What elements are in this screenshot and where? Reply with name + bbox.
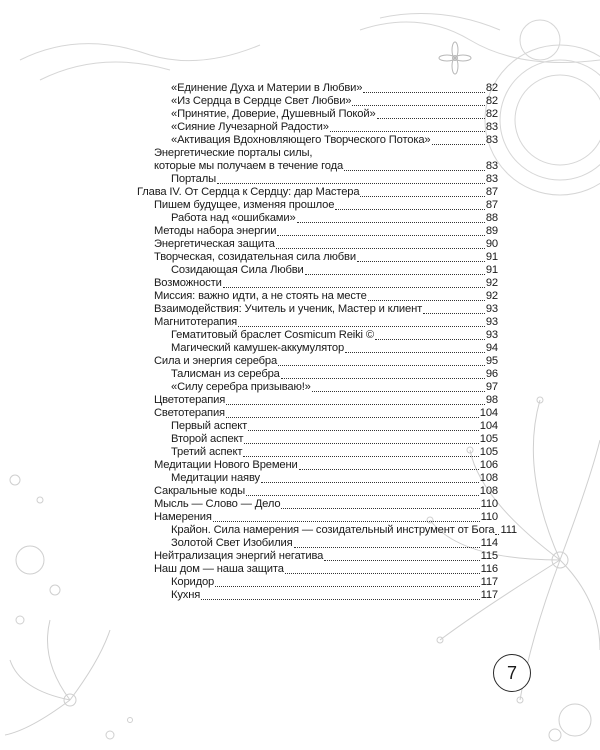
dot-leader — [201, 599, 479, 600]
dot-leader — [226, 417, 479, 418]
dot-leader — [223, 287, 485, 288]
toc-entry[interactable]: Работа над «ошибками» 88 — [171, 212, 498, 224]
toc-entry[interactable]: Нейтрализация энергий негатива 115 — [154, 550, 498, 562]
page-number-badge — [493, 654, 531, 692]
dot-leader — [276, 248, 485, 249]
dot-leader — [357, 261, 485, 262]
dot-leader — [363, 92, 485, 93]
dot-leader — [324, 560, 479, 561]
dot-leader — [377, 118, 485, 119]
toc-entry[interactable]: Миссия: важно идти, а не стоять на месте 92 — [154, 290, 498, 302]
dot-leader — [345, 352, 485, 353]
dot-leader — [352, 105, 484, 106]
toc-entry[interactable]: Порталы 83 — [171, 173, 498, 185]
toc-entry[interactable]: Крайон. Сила намерения — созидательный инструмент от Бога 111 — [171, 524, 518, 536]
dot-leader — [213, 521, 480, 522]
toc-entry[interactable]: Взаимодействия: Учитель и ученик, Мастер и клиент 93 — [154, 303, 498, 315]
toc-entry[interactable]: Второй аспект 105 — [171, 433, 498, 445]
toc-entry[interactable]: «Принятие, Доверие, Душевный Покой» 82 — [171, 108, 498, 120]
dot-leader — [299, 469, 479, 470]
toc-entry[interactable]: Магический камушек-аккумулятор 94 — [171, 342, 498, 354]
toc-entry[interactable]: Золотой Свет Изобилия 114 — [171, 537, 498, 549]
toc-entry[interactable]: «Активация Вдохновляющего Творческого Потока» 83 — [171, 134, 498, 146]
dot-leader — [277, 235, 485, 236]
dot-leader — [244, 443, 478, 444]
toc-entry[interactable]: Пишем будущее, изменяя прошлое 87 — [154, 199, 498, 211]
dot-leader — [495, 534, 499, 535]
toc-entry[interactable]: «Силу серебра призываю!» 97 — [171, 381, 498, 393]
dot-leader — [243, 456, 478, 457]
toc-entry[interactable]: Сакральные коды 108 — [154, 485, 498, 497]
toc-entry[interactable]: Намерения 110 — [154, 511, 498, 523]
toc-entry[interactable]: Энергетические порталы силы, — [154, 147, 313, 159]
dot-leader — [278, 365, 485, 366]
dot-leader — [226, 404, 485, 405]
dot-leader — [368, 300, 485, 301]
toc-entry[interactable]: Мысль — Слово — Дело 110 — [154, 498, 498, 510]
toc-chapter[interactable]: Глава IV. От Сердца к Сердцу: дар Мастера 87 — [137, 186, 498, 198]
dot-leader — [297, 222, 485, 223]
toc-entry[interactable]: Магнитотерапия 93 — [154, 316, 498, 328]
toc-entry[interactable]: Возможности 92 — [154, 277, 498, 289]
toc-entry[interactable]: Цветотерапия 98 — [154, 394, 498, 406]
dot-leader — [217, 183, 485, 184]
toc-entry[interactable]: Творческая, созидательная сила любви 91 — [154, 251, 498, 263]
toc-entry[interactable]: которые мы получаем в течение года 83 — [154, 160, 498, 172]
dot-leader — [423, 313, 485, 314]
toc-entry[interactable]: Наш дом — наша защита 116 — [154, 563, 498, 575]
dot-leader — [285, 573, 480, 574]
toc-entry[interactable]: Коридор 117 — [171, 576, 498, 588]
toc-entry[interactable]: Талисман из серебра 96 — [171, 368, 498, 380]
dot-leader — [246, 495, 479, 496]
dot-leader — [281, 378, 485, 379]
toc-entry[interactable]: Гематитовый браслет Cosmicum Reiki © 93 — [171, 329, 498, 341]
dot-leader — [281, 508, 479, 509]
toc-entry[interactable]: Светотерапия 104 — [154, 407, 498, 419]
dot-leader — [312, 391, 485, 392]
dot-leader — [261, 482, 479, 483]
toc-entry[interactable]: Третий аспект 105 — [171, 446, 498, 458]
dot-leader — [432, 144, 485, 145]
dot-leader — [375, 339, 485, 340]
toc-entry[interactable]: Первый аспект 104 — [171, 420, 498, 432]
dot-leader — [330, 131, 485, 132]
dot-leader — [335, 209, 485, 210]
dot-leader — [248, 430, 479, 431]
dot-leader — [305, 274, 485, 275]
dot-leader — [344, 170, 485, 171]
toc-entry[interactable]: Методы набора энергии 89 — [154, 225, 498, 237]
toc-entry[interactable]: «Сияние Лучезарной Радости» 83 — [171, 121, 498, 133]
toc-entry[interactable]: Энергетическая защита 90 — [154, 238, 498, 250]
dot-leader — [360, 196, 484, 197]
toc-entry[interactable]: Медитации наяву 108 — [171, 472, 498, 484]
dot-leader — [238, 326, 485, 327]
dot-leader — [215, 586, 479, 587]
toc-entry[interactable]: Сила и энергия серебра 95 — [154, 355, 498, 367]
toc-entry[interactable]: Медитации Нового Времени 106 — [154, 459, 498, 471]
toc-entry[interactable]: «Единение Духа и Материи в Любви» 82 — [171, 82, 498, 94]
dot-leader — [294, 547, 480, 548]
toc-entry[interactable]: Кухня 117 — [171, 589, 498, 601]
toc-entry[interactable]: Созидающая Сила Любви 91 — [171, 264, 498, 276]
page-number: 7 — [506, 662, 517, 683]
toc-entry[interactable]: «Из Сердца в Сердце Свет Любви» 82 — [171, 95, 498, 107]
